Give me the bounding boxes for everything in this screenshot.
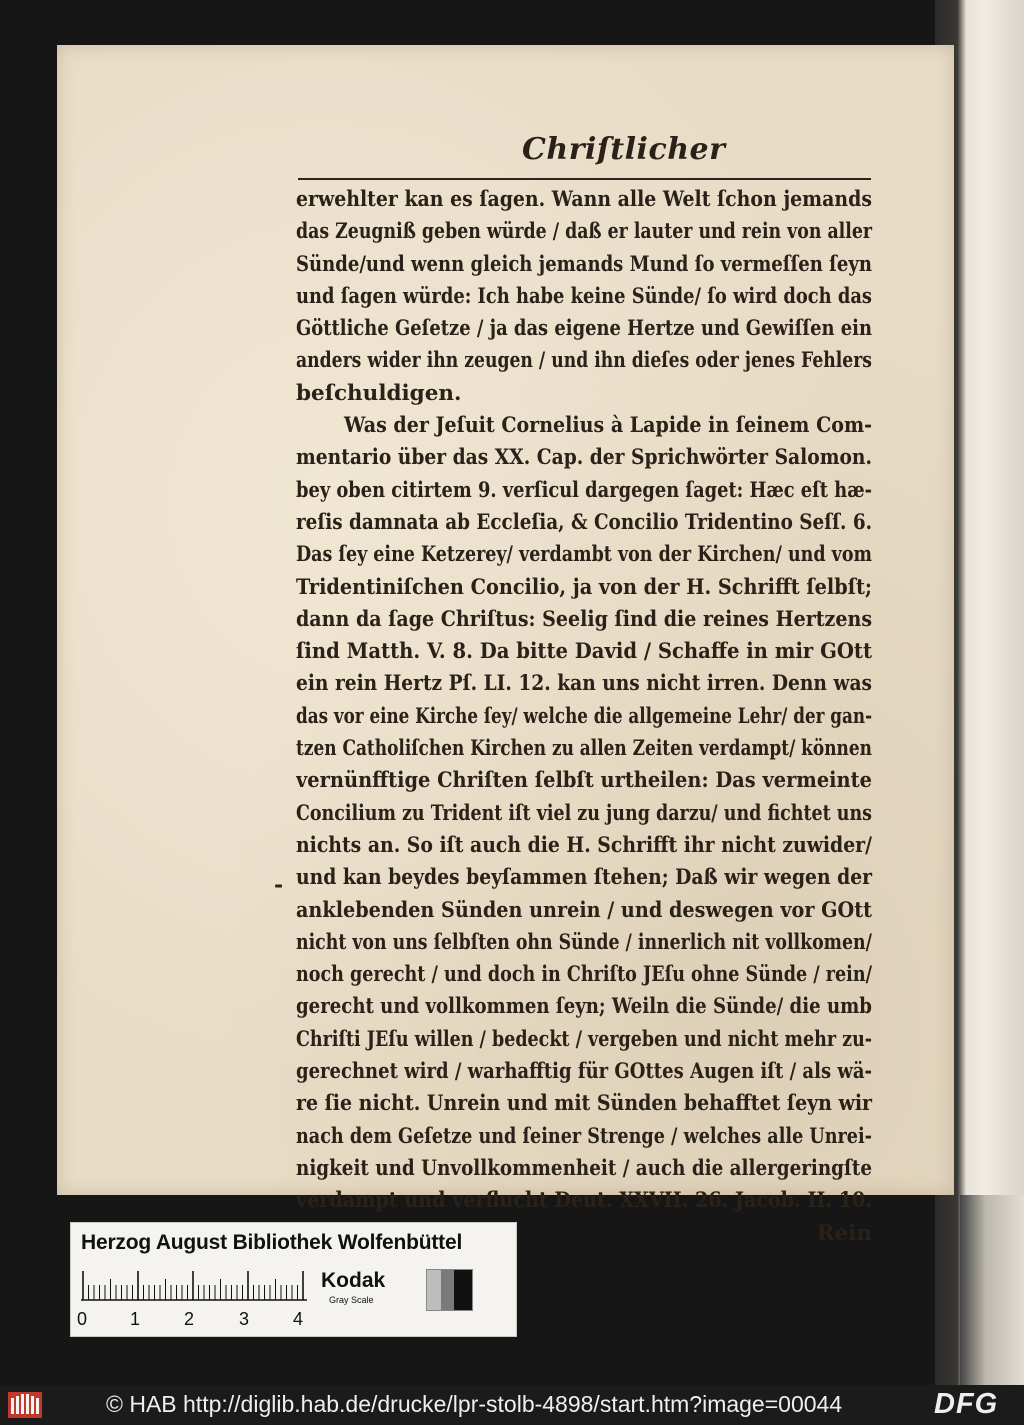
text-line: bey oben citirtem 9. verſicul dargegen ſaget: Hæc eſt hæ-	[296, 477, 873, 503]
text-line: anklebenden Sünden unrein / und deswegen vor GOtt	[296, 897, 872, 923]
text-line: reſis damnata ab Eccleſia, & Concilio Tridentino Seſſ. 6.	[296, 509, 873, 535]
head-rule	[298, 178, 871, 180]
text-line: das Zeugniß geben würde / daß er lauter und rein von aller	[296, 219, 873, 245]
text-line: und ſagen würde: Ich habe keine Sünde/ ſo wird doch das	[296, 283, 872, 309]
text-line: erwehlter kan es ſagen. Wann alle Welt ſchon jemands	[296, 187, 872, 212]
text-line: Was der Jeſuit Cornelius à Lapide in ſeinem Com-	[344, 413, 872, 439]
text-line: nigkeit und Unvollkommenheit / auch die allergeringſte	[296, 1155, 873, 1181]
gray-patch-light	[427, 1270, 441, 1310]
text-line: noch gerecht / und doch in Chriſto JEſu ohne Sünde / rein/	[296, 962, 872, 988]
text-line: beſchuldigen.	[296, 380, 462, 406]
library-name: Herzog August Bibliothek Wolfenbüttel	[81, 1231, 463, 1254]
text-line: gerecht und vollkommen ſeyn; Weiln die Sünde/ die umb	[296, 994, 872, 1020]
scale-number: 1	[130, 1309, 141, 1329]
text-line: und kan beydes beyſammen ſtehen; Daß wir wegen der	[296, 865, 872, 891]
text-line: vernünfftige Chriſten ſelbſt urtheilen: Das vermeinte	[296, 768, 872, 794]
text-line: Tridentiniſchen Concilio, ja von der H. Schrifft ſelbſt;	[296, 574, 873, 600]
ruler-scale	[81, 1269, 311, 1301]
text-line: mentario über das XX. Cap. der Sprichwörter Salomon.	[296, 445, 872, 471]
copyright-link[interactable]: © HAB http://diglib.hab.de/drucke/lpr-stolb-4898/start.htm?image=00044	[106, 1391, 843, 1417]
text-line: Sünde/und wenn gleich jemands Mund ſo vermeſſen ſeyn	[296, 251, 872, 277]
text-line: nicht von uns ſelbſten ohn Sünde / innerlich nit vollkomen/	[296, 929, 872, 955]
scale-number: 4	[293, 1309, 304, 1329]
body-text	[296, 184, 876, 1250]
dfg-logo: DFG	[934, 1388, 999, 1420]
hab-logo-icon	[8, 1392, 42, 1418]
text-line: dann da ſage Chriſtus: Seelig ſind die reines Hertzens	[296, 606, 873, 632]
gray-patch-dark	[454, 1270, 472, 1310]
gray-scale-patches	[426, 1269, 473, 1311]
text-line: das vor eine Kirche ſey/ welche die allgemeine Lehr/ der gan-	[296, 703, 873, 729]
gray-scale-label: Gray Scale	[329, 1295, 374, 1305]
kodak-brand: Kodak	[321, 1269, 386, 1292]
adjacent-page-edge-lower	[960, 1195, 1024, 1385]
gray-patch-mid	[441, 1270, 455, 1310]
text-line: tzen Catholiſchen Kirchen zu allen Zeiten verdampt/ können	[296, 736, 872, 762]
text-line: ſind Matth. V. 8. Da bitte David / Schaffe in mir GOtt	[296, 639, 872, 665]
scale-number: 0	[77, 1309, 88, 1329]
viewer-footer	[0, 1385, 1024, 1425]
catchword: Rein	[816, 1220, 872, 1246]
text-line: nichts an. So iſt auch die H. Schrifft ihr nicht zuwider/	[296, 832, 872, 858]
margin-mark: -	[274, 872, 284, 898]
text-line: re ſie nicht. Unrein und mit Sünden behafftet ſeyn wir	[296, 1091, 873, 1117]
text-line: Concilium zu Trident iſt viel zu jung darzu/ und fichtet uns	[296, 800, 873, 826]
text-line: gerechnet wird / warhafftig für GOttes Augen iſt / als wä-	[296, 1059, 872, 1085]
scale-number: 2	[184, 1309, 195, 1329]
text-line: nach dem Geſetze und ſeiner Strenge / welches alle Unrei-	[296, 1123, 872, 1149]
text-line: Chriſti JEſu willen / bedeckt / vergeben und nicht mehr zu-	[296, 1026, 873, 1052]
text-line: Göttliche Geſetze / ja das eigene Hertze und Gewiſſen ein	[296, 316, 873, 342]
running-head: Chriſtlicher	[522, 132, 726, 167]
text-line: Das ſey eine Ketzerey/ verdambt von der Kirchen/ und vom	[296, 542, 873, 568]
text-line: verdampt und verflucht Deut. XXVII. 26. Jacob. II. 10.	[296, 1188, 872, 1214]
scale-number: 3	[239, 1309, 250, 1329]
color-reference-card	[70, 1222, 517, 1337]
text-line: ein rein Hertz Pſ. LI. 12. kan uns nicht irren. Denn was	[296, 671, 873, 697]
text-line: anders wider ihn zeugen / und ihn dieſes oder jenes Fehlers	[296, 348, 872, 374]
